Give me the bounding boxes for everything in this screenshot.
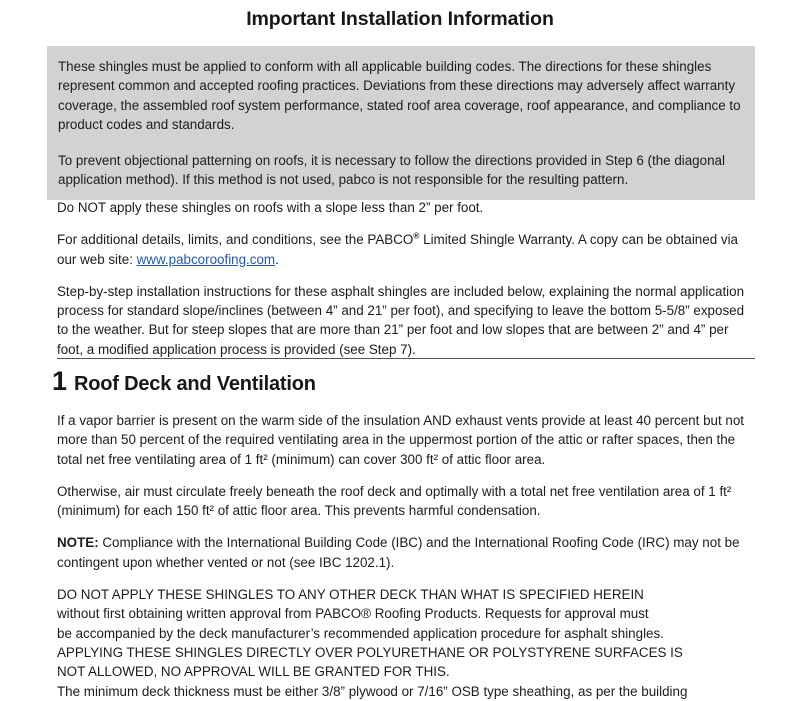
intro-section <box>57 198 755 359</box>
approval-restriction-block <box>57 585 757 681</box>
approval-line-3: be accompanied by the deck manufacturer’s recommended application procedure for asphalt shingles. <box>57 625 664 641</box>
note-label: NOTE: <box>57 535 99 551</box>
section-title: Roof Deck and Ventilation <box>74 373 316 395</box>
section-heading <box>52 368 316 395</box>
callout-paragraph-1: These shingles must be applied to conform with all applicable building codes. The directions for these shingles represent common and accepted roofing practices. Deviations from these directions may adversely affect warranty coverage, the assembled roof system performance, stated roof area coverage, roof appearance, and compliance to product codes and standards. <box>58 59 741 132</box>
registered-mark-icon: ® <box>413 230 420 241</box>
section-body <box>57 411 757 701</box>
section-number: 1 <box>52 366 68 396</box>
slope-warning-paragraph: Do NOT apply these shingles on roofs with a slope less than 2” per foot. <box>57 200 484 215</box>
stepbystep-paragraph: Step-by-step installation instructions for these asphalt shingles are included below, explaining the normal application process for standard slope/inclines (between 4” and 21” per foot), and specifying to leave the bottom 5-5/8” exposed to the weather. But for steep slopes that are more than 21” per foot and low slopes that are between 2” and 4” per foot, a modified application process is provided (see Step 7). <box>57 283 745 357</box>
deck-thickness-paragraph: The minimum deck thickness must be either 3/8” plywood or 7/16” OSB type sheathing, as per the building <box>57 683 688 699</box>
section-divider-rule <box>57 358 755 359</box>
pabco-roofing-link[interactable]: www.pabcoroofing.com <box>136 251 276 267</box>
page-title: Important Installation Information <box>246 8 554 30</box>
approval-line-2: without first obtaining written approval from PABCO® Roofing Products. Requests for approval must <box>57 606 649 622</box>
callout-paragraph-2: To prevent objectional patterning on roofs, it is necessary to follow the directions provided in Step 6 (the diagonal application method). If this method is not used, pabco is not responsible for the resulting pattern. <box>58 153 725 188</box>
approval-line-4: APPLYING THESE SHINGLES DIRECTLY OVER POLYURETHANE OR POLYSTYRENE SURFACES IS <box>57 644 683 660</box>
warranty-paragraph <box>57 230 755 269</box>
note-paragraph <box>57 533 757 572</box>
ventilation-paragraph-2: Otherwise, air must circulate freely beneath the roof deck and optimally with a total net free ventilation area of 1 ft² (minimum) for each 150 ft² of attic floor area. This prevents harmful condensation. <box>57 483 732 519</box>
approval-line-1: DO NOT APPLY THESE SHINGLES TO ANY OTHER DECK THAN WHAT IS SPECIFIED HEREIN <box>57 587 644 603</box>
ventilation-paragraph-1: If a vapor barrier is present on the warm side of the insulation AND exhaust vents provide at least 40 percent but not more than 50 percent of the required ventilating area in the uppermost portion of the attic or rafter spaces, then the total net free ventilating area of 1 ft² (minimum) can cover 300 ft² of attic floor area. <box>57 413 745 467</box>
important-callout-box <box>47 46 755 200</box>
warranty-tail-text: . <box>275 251 279 267</box>
warranty-lead-text: For additional details, limits, and conditions, see the PABCO <box>57 232 414 248</box>
note-text: Compliance with the International Building Code (IBC) and the International Roofing Code (IRC) may not be contingent upon whether vented or not (see IBC 1202.1). <box>57 535 740 570</box>
warranty-mid-text: Limited Shingle Warranty. A copy can be obtained via our web site: <box>57 232 738 267</box>
approval-line-5: NOT ALLOWED, NO APPROVAL WILL BE GRANTED FOR THIS. <box>57 664 450 680</box>
